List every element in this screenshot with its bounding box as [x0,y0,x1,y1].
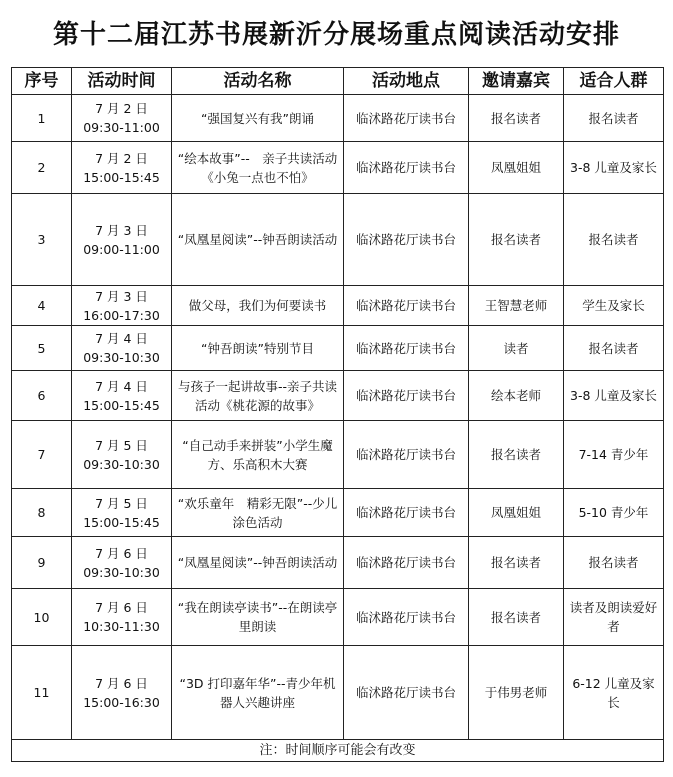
row-audience: 报名读者 [564,194,664,286]
row-number: 10 [12,589,72,646]
row-activity-name: 做父母，我们为何要读书 [172,286,344,326]
row-guest: 报名读者 [469,95,564,142]
note-row [12,740,664,762]
row-audience: 6-12 儿童及家长 [564,646,664,740]
row-time [72,142,172,194]
row-time [72,326,172,371]
row-time [72,194,172,286]
table-row [12,194,664,286]
row-guest: 报名读者 [469,537,564,589]
row-number: 4 [12,286,72,326]
row-audience: 5-10 青少年 [564,489,664,537]
row-place: 临沭路花厅读书台 [344,646,469,740]
row-number: 11 [12,646,72,740]
row-audience: 7-14 青少年 [564,421,664,489]
table-row [12,326,664,371]
row-audience: 报名读者 [564,95,664,142]
header-place: 活动地点 [344,68,469,95]
row-number: 3 [12,194,72,286]
row-guest: 报名读者 [469,589,564,646]
page-title: 第十二届江苏书展新沂分展场重点阅读活动安排 [52,20,620,50]
row-place: 临沭路花厅读书台 [344,326,469,371]
row-date: 7 月 3 日 [95,288,148,304]
row-date: 7 月 5 日 [95,437,148,453]
row-time-range: 10:30-11:30 [83,619,160,634]
header-guest: 邀请嘉宾 [469,68,564,95]
row-number: 7 [12,421,72,489]
table-row [12,95,664,142]
row-time [72,589,172,646]
table-row [12,589,664,646]
row-time-range: 09:00-11:00 [83,241,160,257]
row-date: 7 月 6 日 [95,675,148,691]
row-activity-name: 与孩子一起讲故事--亲子共读活动《桃花源的故事》 [172,371,344,421]
row-date: 7 月 2 日 [95,101,148,116]
table-row [12,286,664,326]
row-date: 7 月 4 日 [95,331,148,346]
table-row [12,142,664,194]
row-time [72,286,172,326]
row-audience: 读者及朗读爱好者 [564,589,664,646]
row-date: 7 月 6 日 [95,600,148,615]
header-name: 活动名称 [172,68,344,95]
row-activity-name: “强国复兴有我”朗诵 [172,95,344,142]
row-time [72,489,172,537]
row-guest: 报名读者 [469,421,564,489]
row-time [72,646,172,740]
table-row [12,489,664,537]
row-time-range: 15:00-15:45 [83,169,160,185]
row-number: 2 [12,142,72,194]
row-time-range: 09:30-11:00 [83,120,160,135]
header-time: 活动时间 [72,68,172,95]
table-row [12,421,664,489]
row-audience: 3-8 儿童及家长 [564,142,664,194]
row-guest: 凤凰姐姐 [469,142,564,194]
row-audience: 报名读者 [564,326,664,371]
table-row [12,371,664,421]
row-number: 9 [12,537,72,589]
row-activity-name: “3D 打印嘉年华”--青少年机器人兴趣讲座 [172,646,344,740]
row-place: 临沭路花厅读书台 [344,421,469,489]
note: 注：时间顺序可能会有改变 [12,740,664,762]
row-time [72,537,172,589]
header-row [12,68,664,95]
row-time-range: 09:30-10:30 [83,350,160,365]
row-activity-name: “自己动手来拼装”小学生魔方、乐高积木大赛 [172,421,344,489]
row-time [72,421,172,489]
row-audience: 3-8 儿童及家长 [564,371,664,421]
row-time-range: 15:00-16:30 [83,694,160,710]
row-activity-name: “凤凰星阅读”--钟吾朗读活动 [172,537,344,589]
row-date: 7 月 5 日 [95,495,148,511]
row-place: 临沭路花厅读书台 [344,537,469,589]
row-time-range: 15:00-15:45 [83,514,160,530]
row-place: 临沭路花厅读书台 [344,142,469,194]
row-guest: 绘本老师 [469,371,564,421]
row-audience: 报名读者 [564,537,664,589]
row-date: 7 月 3 日 [95,222,148,238]
row-number: 8 [12,489,72,537]
row-time-range: 15:00-15:45 [83,397,160,413]
row-number: 6 [12,371,72,421]
row-time-range: 09:30-10:30 [83,456,160,472]
row-guest: 报名读者 [469,194,564,286]
row-guest: 于伟男老师 [469,646,564,740]
row-time [72,371,172,421]
row-place: 临沭路花厅读书台 [344,286,469,326]
row-place: 临沭路花厅读书台 [344,95,469,142]
row-date: 7 月 6 日 [95,545,148,561]
row-date: 7 月 2 日 [95,150,148,166]
row-number: 1 [12,95,72,142]
row-activity-name: “凤凰星阅读”--钟吾朗读活动 [172,194,344,286]
row-date: 7 月 4 日 [95,378,148,394]
table-row [12,537,664,589]
schedule-table [11,67,664,762]
row-guest: 读者 [469,326,564,371]
row-time-range: 16:00-17:30 [83,307,160,323]
row-place: 临沭路花厅读书台 [344,589,469,646]
row-place: 临沭路花厅读书台 [344,194,469,286]
row-guest: 王智慧老师 [469,286,564,326]
row-time [72,95,172,142]
row-guest: 凤凰姐姐 [469,489,564,537]
header-no: 序号 [12,68,72,95]
row-activity-name: “我在朗读亭读书”--在朗读亭里朗读 [172,589,344,646]
header-audience: 适合人群 [564,68,664,95]
row-activity-name: “欢乐童年 精彩无限”--少儿涂色活动 [172,489,344,537]
table-row [12,646,664,740]
row-time-range: 09:30-10:30 [83,564,160,580]
row-audience: 学生及家长 [564,286,664,326]
row-place: 临沭路花厅读书台 [344,371,469,421]
row-place: 临沭路花厅读书台 [344,489,469,537]
row-activity-name: “钟吾朗读”特别节目 [172,326,344,371]
row-number: 5 [12,326,72,371]
row-activity-name: “绘本故事”-- 亲子共读活动《小兔一点也不怕》 [172,142,344,194]
